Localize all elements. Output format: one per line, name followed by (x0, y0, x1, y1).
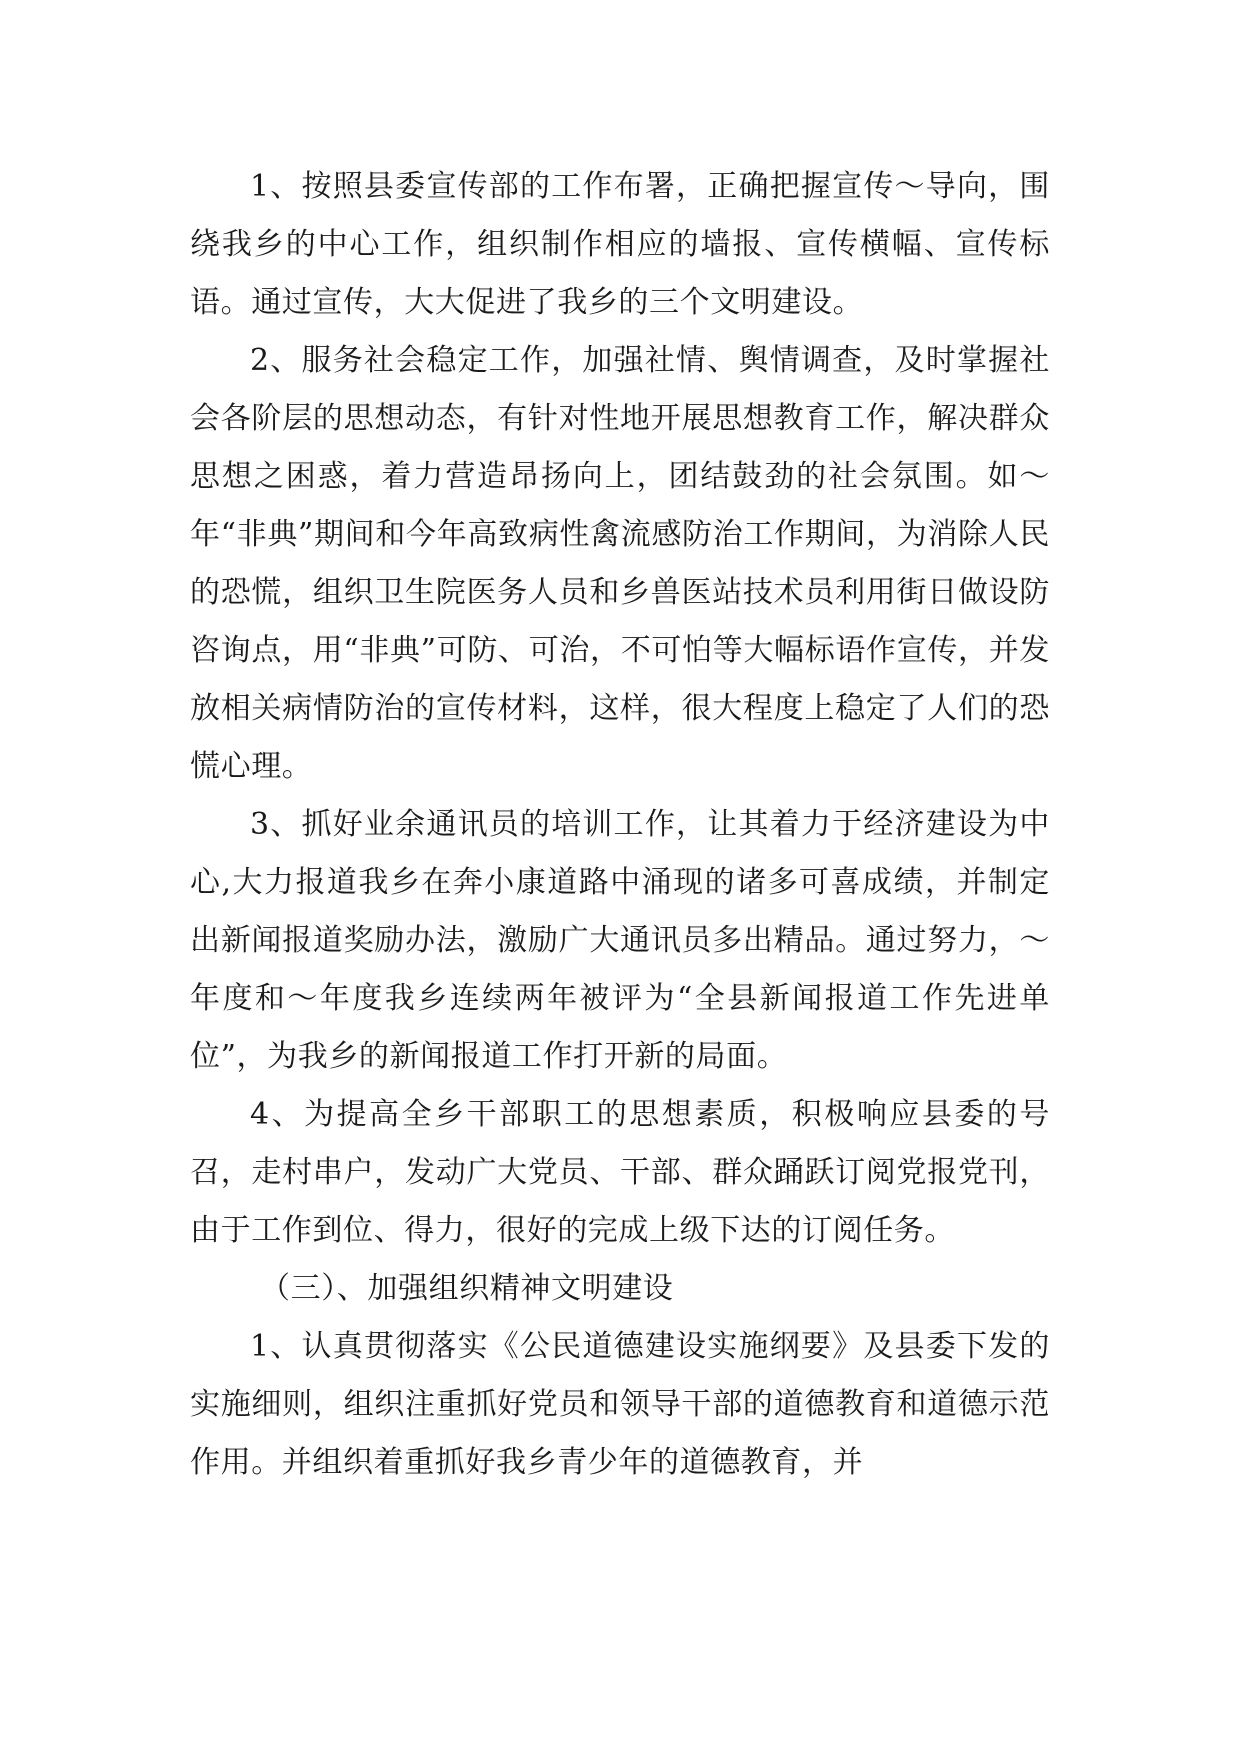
paragraph-item-4: 4、为提高全乡干部职工的思想素质，积极响应县委的号召，走村串户，发动广大党员、干部、群众踊跃订阅党报党刊，由于工作到位、得力，很好的完成上级下达的订阅任务。 (190, 1097, 1050, 1248)
paragraph-item-5: 1、认真贯彻落实《公民道德建设实施纲要》及县委下发的实施细则，组织注重抓好党员和领导干部的道德教育和道德示范作用。并组织着重抓好我乡青少年的道德教育，并 (190, 1329, 1050, 1480)
paragraph-item-2: 2、服务社会稳定工作，加强社情、舆情调查，及时掌握社会各阶层的思想动态，有针对性地开展思想教育工作，解决群众思想之困惑，着力营造昂扬向上，团结鼓劲的社会氛围。如～年“非典”期间和今年高致病性禽流感防治工作期间，为消除人民的恐慌，组织卫生院医务人员和乡兽医站技术员利用街日做设防咨询点，用“非典”可防、可治，不可怕等大幅标语作宣传，并发放相关病情防治的宣传材料，这样，很大程度上稳定了人们的恐慌心理。 (190, 343, 1050, 784)
paragraph-item-1: 1、按照县委宣传部的工作布署，正确把握宣传～导向，围绕我乡的中心工作，组织制作相应的墙报、宣传横幅、宣传标语。通过宣传，大大促进了我乡的三个文明建设。 (190, 169, 1050, 320)
section-heading: （三）、加强组织精神文明建设 (260, 1271, 674, 1306)
paragraph-item-3: 3、抓好业余通讯员的培训工作，让其着力于经济建设为中心,大力报道我乡在奔小康道路中涌现的诸多可喜成绩，并制定出新闻报道奖励办法，激励广大通讯员多出精品。通过努力，～年度和～年度我乡连续两年被评为“全县新闻报道工作先进单位”，为我乡的新闻报道工作打开新的局面。 (190, 807, 1050, 1074)
document-body (190, 158, 1050, 1492)
